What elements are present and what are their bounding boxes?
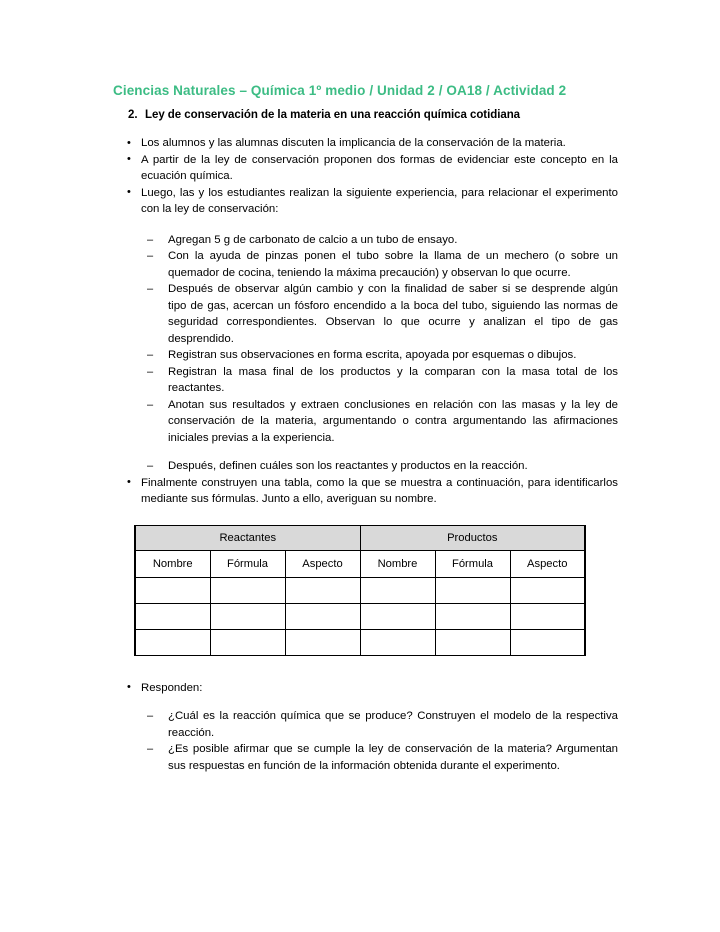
table-column-header: Fórmula (435, 550, 510, 577)
list-item: – Anotan sus resultados y extraen conclusiones en relación con las masas y la ley de conservación de la materia, argumentando o contra argumentando las afirmaciones iniciales previas a la experiencia. (113, 397, 618, 447)
list-item: • Finalmente construyen una tabla, como la que se muestra a continuación, para identificarlos mediante sus fórmulas. Junto a ello, averiguan su nombre. (113, 475, 618, 508)
after-step-list (113, 458, 618, 475)
table-column-header-row (135, 550, 585, 577)
table-column-header: Fórmula (210, 550, 285, 577)
table-group-header-reactantes: Reactantes (135, 525, 360, 550)
list-item: – Agregan 5 g de carbonato de calcio a un tubo de ensayo. (113, 232, 618, 249)
spacer (113, 218, 618, 232)
table-cell[interactable] (510, 603, 585, 629)
list-item: – Registran sus observaciones en forma escrita, apoyada por esquemas o dibujos. (113, 347, 618, 364)
table-group-header-row (135, 525, 585, 550)
table-cell[interactable] (210, 577, 285, 603)
procedure-dash-list (113, 232, 618, 447)
table-cell[interactable] (285, 629, 360, 655)
table-column-header: Nombre (360, 550, 435, 577)
table-column-header: Aspecto (510, 550, 585, 577)
list-item: – Registran la masa final de los productos y la comparan con la masa total de los reactantes. (113, 364, 618, 397)
table-row (135, 577, 585, 603)
table-cell[interactable] (360, 603, 435, 629)
document-content (113, 82, 618, 774)
intro-bullet-list (113, 135, 618, 218)
table-cell[interactable] (435, 603, 510, 629)
table-column-header: Aspecto (285, 550, 360, 577)
list-item: – Con la ayuda de pinzas ponen el tubo sobre la llama de un mechero (o sobre un quemador de cocina, teniendo la máxima precaución) y observan lo que ocurre. (113, 248, 618, 281)
responden-list (113, 680, 618, 697)
table-cell[interactable] (360, 629, 435, 655)
table-intro-list (113, 475, 618, 508)
table-cell[interactable] (285, 577, 360, 603)
list-item: – Después, definen cuáles son los reactantes y productos en la reacción. (113, 458, 618, 475)
list-item: – Después de observar algún cambio y con la finalidad de saber si se desprende algún tipo de gas, acercan un fósforo encendido a la boca del tubo, siguiendo las normas de seguridad correspondientes. Observan lo que ocurre y analizan el tipo de gas desprendido. (113, 281, 618, 347)
table-body (135, 577, 585, 655)
list-item: – ¿Es posible afirmar que se cumple la ley de conservación de la materia? Argumentan sus respuestas en función de la información obtenida durante el experimento. (113, 741, 618, 774)
table-cell[interactable] (435, 577, 510, 603)
activity-number: 2. (128, 109, 138, 121)
table-cell[interactable] (135, 577, 210, 603)
spacer (113, 656, 618, 670)
list-item: – ¿Cuál es la reacción química que se produce? Construyen el modelo de la respectiva reacción. (113, 708, 618, 741)
activity-subtitle (113, 108, 618, 123)
spacer (113, 670, 618, 680)
list-item: • A partir de la ley de conservación proponen dos formas de evidenciar este concepto en la ecuación química. (113, 152, 618, 185)
table-head (135, 525, 585, 577)
table-cell[interactable] (510, 577, 585, 603)
table-cell[interactable] (210, 603, 285, 629)
spacer (113, 696, 618, 708)
table-cell[interactable] (510, 629, 585, 655)
table-group-header-productos: Productos (360, 525, 585, 550)
activity-title: Ley de conservación de la materia en una reacción química cotidiana (145, 109, 521, 121)
reactants-products-table (134, 525, 586, 656)
table-row (135, 603, 585, 629)
list-item: • Luego, las y los estudiantes realizan la siguiente experiencia, para relacionar el experimento con la ley de conservación: (113, 185, 618, 218)
questions-dash-list (113, 708, 618, 774)
table-column-header: Nombre (135, 550, 210, 577)
list-item: • Responden: (113, 680, 618, 697)
table-cell[interactable] (135, 603, 210, 629)
page-title: Ciencias Naturales – Química 1º medio / Unidad 2 / OA18 / Actividad 2 (113, 83, 567, 98)
table-cell[interactable] (360, 577, 435, 603)
table-cell[interactable] (435, 629, 510, 655)
list-item: • Los alumnos y las alumnas discuten la implicancia de la conservación de la materia. (113, 135, 618, 152)
table-cell[interactable] (285, 603, 360, 629)
spacer (113, 446, 618, 458)
table-cell[interactable] (210, 629, 285, 655)
table-row (135, 629, 585, 655)
table-cell[interactable] (135, 629, 210, 655)
reactants-products-table-wrapper (134, 525, 586, 656)
